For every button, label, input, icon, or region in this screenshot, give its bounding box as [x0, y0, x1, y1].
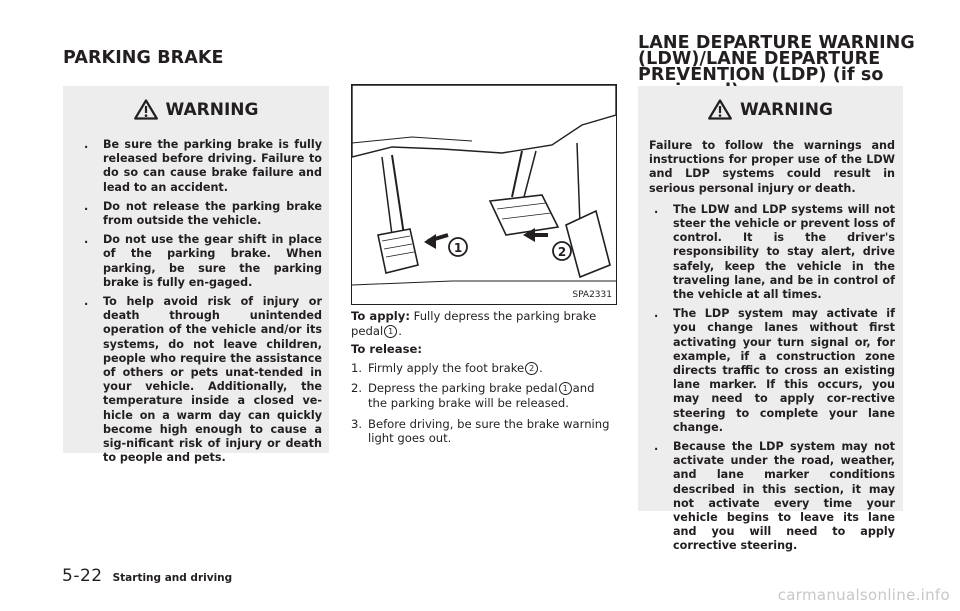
list-item: . To help avoid risk of injury or death through unintended operation of the vehicle and/or its systems, do not leave children, people who require the assistance of others or pets unat-tended in your vehicle. Additionally, the temperature inside a closed ve-hicle on a warm day can quickly become high enough to cause a sig-nificant risk of injury or death to people and pets. — [84, 295, 322, 465]
parking-brake-warning-box — [63, 86, 329, 465]
section-name: Starting and driving — [112, 572, 233, 584]
warning-bullet-list — [79, 138, 322, 465]
list-item: . Do not release the parking brake from outside the vehicle. — [84, 199, 322, 228]
page-number: 5-22 — [62, 566, 103, 586]
warning-triangle-icon — [708, 99, 732, 120]
list-item: . Because the LDP system may not activate under the road, weather, and lane marker conditions described in this section, it may not activate every time your vehicle begins to leave its lane and you will need to apply corrective steering. — [654, 440, 895, 553]
ldw-ldp-warning-box — [638, 86, 903, 553]
page-footer — [62, 566, 232, 586]
parking-brake-instructions — [351, 309, 616, 452]
warning-heading: WARNING — [740, 99, 833, 120]
warning-bullet-list — [649, 203, 895, 554]
callout-2: 2 — [557, 245, 567, 259]
list-item: . The LDP system may activate if you change lanes without first activating your turn signal or, for example, if a construction zone directs traffic to cross an existing lane marker. If this occurs, you may need to apply cor-rective steering to complete your lane change. — [654, 307, 895, 434]
circle-number: 2 — [525, 362, 538, 375]
warning-intro: Failure to follow the warnings and instructions for proper use of the LDW and LDP systems could result in serious personal injury or death. — [649, 139, 895, 195]
release-label: To release: — [351, 342, 423, 357]
list-item: 3. Before driving, be sure the brake warning light goes out. — [351, 416, 610, 446]
list-item: 2. Depress the parking brake pedal 1 and the parking brake will be released. — [351, 381, 595, 410]
list-item: . Be sure the parking brake is fully released before driving. Failure to do so can cause brake failure and lead to an accident. — [84, 138, 322, 194]
warning-heading: WARNING — [165, 99, 259, 120]
release-steps — [351, 361, 616, 446]
figure-label: SPA2331 — [572, 290, 612, 300]
warning-triangle-icon — [134, 99, 158, 120]
circle-number: 1 — [559, 382, 572, 395]
circle-number: 1 — [384, 325, 397, 338]
apply-label: To apply: — [351, 309, 410, 323]
pedal-illustration — [352, 85, 616, 304]
list-item: . The LDW and LDP systems will not steer the vehicle or prevent loss of control. It is the driver's responsibility to stay alert, drive safely, keep the vehicle in the traveling lane, and be in control of the vehicle at all times. — [654, 202, 895, 302]
parking-brake-title: PARKING BRAKE — [63, 48, 224, 68]
warning-header — [63, 99, 329, 120]
callout-1: 1 — [453, 241, 463, 255]
apply-paragraph: To apply: Fully depress the parking brake pedal 1 . — [351, 309, 597, 338]
list-item: 1. Firmly apply the foot brake 2 . — [351, 360, 543, 375]
watermark: carmanualsonline.info — [777, 586, 950, 604]
warning-header — [638, 99, 903, 120]
parking-brake-figure — [351, 84, 617, 305]
ldw-ldp-title: LANE DEPARTURE WARNING (LDW)/LANE DEPARTURE PREVENTION (LDP) (if so — [638, 33, 915, 85]
list-item: . Do not use the gear shift in place of the parking brake. When parking, be sure the parking brake is fully en-gaged. — [84, 233, 322, 289]
